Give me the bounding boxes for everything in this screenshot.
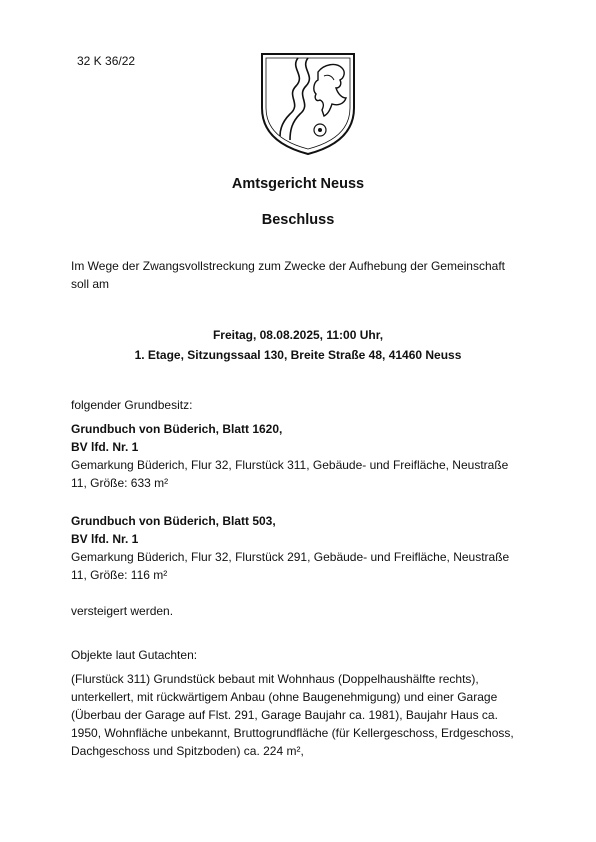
objekte-line: 1950, Wohnfläche unbekannt, Bruttogrundfläche (für Kellergeschoss, Erdgeschoss,	[71, 726, 514, 740]
intro-line: Im Wege der Zwangsvollstreckung zum Zwecke der Aufhebung der Gemeinschaft	[71, 259, 505, 273]
objekte-label: Objekte laut Gutachten:	[71, 648, 198, 662]
nrw-coat-of-arms-icon	[258, 50, 358, 158]
case-number: 32 K 36/22	[77, 54, 136, 68]
objekte-line: (Überbau der Garage auf Flst. 291, Garage Baujahr ca. 1981), Baujahr Haus ca.	[71, 708, 498, 722]
auction-date-block	[0, 325, 596, 365]
property-desc: Gemarkung Büderich, Flur 32, Flurstück 311, Gebäude- und Freifläche, Neustraße	[71, 458, 509, 472]
property-desc: 11, Größe: 633 m²	[71, 476, 169, 490]
objekte-line: Dachgeschoss und Spitzboden) ca. 224 m²,	[71, 744, 304, 758]
property-1	[71, 420, 531, 492]
versteigert-line: versteigert werden.	[71, 604, 174, 618]
objekte-line: unterkellert, mit rückwärtigem Anbau (ohne Baugenehmigung) und einer Garage	[71, 690, 498, 704]
property-grundbuch: Grundbuch von Büderich, Blatt 1620,	[71, 422, 283, 436]
property-grundbuch: Grundbuch von Büderich, Blatt 503,	[71, 514, 276, 528]
auction-location: 1. Etage, Sitzungssaal 130, Breite Straße 48, 41460 Neuss	[134, 348, 462, 362]
property-bv: BV lfd. Nr. 1	[71, 532, 139, 546]
intro-paragraph	[71, 257, 531, 293]
court-name: Amtsgericht Neuss	[231, 176, 365, 192]
property-desc: 11, Größe: 116 m²	[71, 568, 168, 582]
property-2	[71, 512, 531, 584]
property-bv: BV lfd. Nr. 1	[71, 440, 139, 454]
property-desc: Gemarkung Büderich, Flur 32, Flurstück 291, Gebäude- und Freifläche, Neustraße	[71, 550, 510, 564]
objekte-description	[71, 670, 531, 760]
auction-date: Freitag, 08.08.2025, 11:00 Uhr,	[212, 328, 384, 342]
document-heading: Beschluss	[261, 212, 335, 228]
objekte-line: (Flurstück 311) Grundstück bebaut mit Wohnhaus (Doppelhaushälfte rechts),	[71, 672, 479, 686]
intro-line: soll am	[71, 277, 110, 291]
grundbesitz-label: folgender Grundbesitz:	[71, 398, 193, 412]
